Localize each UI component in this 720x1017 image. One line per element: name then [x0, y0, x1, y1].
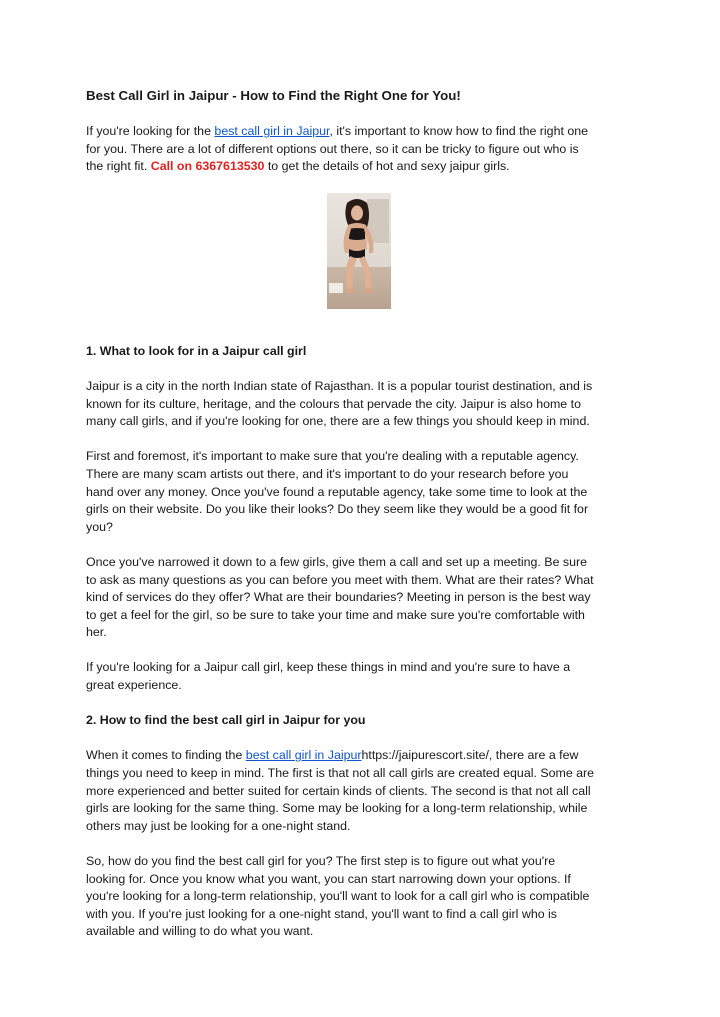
- section2-url-text: https://jaipurescort.site/, there are a few: [361, 748, 579, 763]
- text-line: If you're looking for a Jaipur call girl, keep these things in mind and you're sure to have a: [86, 660, 571, 675]
- intro-text-before: If you're looking for the: [86, 124, 215, 138]
- text-line: available and willing to do what you want.: [86, 924, 314, 939]
- intro-line-3-after: to get the details of hot and sexy jaipur girls.: [264, 159, 510, 174]
- text-line: with you. If you're just looking for a one-night stand, you'll want to find a call girl who is: [86, 906, 558, 921]
- section1-heading: 1. What to look for in a Jaipur call girl: [86, 343, 307, 358]
- text-line: First and foremost, it's important to make sure that you're dealing with a reputable agency.: [86, 449, 579, 464]
- text-line: her.: [86, 625, 107, 640]
- text-line: So, how do you find the best call girl for you? The first step is to figure out what you're: [86, 854, 556, 868]
- call-number: Call on 6367613530: [150, 159, 265, 174]
- text-line: girls are looking for the same thing. Some may be looking for a long-term relationship, while: [86, 801, 588, 816]
- text-line: many call girls, and if you're looking for one, there are a few things you should keep in mind.: [86, 414, 590, 429]
- section1-paragraph-1: [86, 378, 636, 431]
- page-title: Best Call Girl in Jaipur - How to Find the Right One for You!: [86, 88, 461, 103]
- text-line: Once you've narrowed it down to a few girls, give them a call and set up a meeting. Be sure: [86, 554, 588, 569]
- intro-line-3-before: the right fit.: [86, 159, 151, 174]
- text-line: hand over any money. Once you've found a reputable agency, take some time to look at the: [86, 484, 588, 499]
- text-line: Jaipur is a city in the north Indian state of Rajasthan. It is a popular tourist destination, and is: [86, 378, 593, 393]
- text-line: There are many scam artists out there, and it's important to do your research before you: [86, 466, 569, 481]
- text-line: more experienced and better suited for certain kinds of clients. The second is that not all call: [86, 783, 591, 798]
- text-line: others may just be looking for a one-night stand.: [86, 818, 351, 833]
- text-line: known for its culture, heritage, and the colours that pervade the city. Jaipur is also home to: [86, 396, 581, 411]
- text-line: great experience.: [86, 678, 182, 693]
- section2-link[interactable]: best call girl in Jaipur: [245, 748, 362, 763]
- text-line: girls on their website. Do you like their looks? Do they seem like they would be a good fit for: [86, 502, 589, 517]
- intro-paragraph: [86, 123, 636, 176]
- section2-paragraph-2: [86, 853, 636, 941]
- text-line: to ask as many questions as you can before you meet with them. What are their rates? What: [86, 572, 594, 587]
- section2-paragraph-1: [86, 747, 636, 835]
- section1-paragraph-3: [86, 554, 636, 642]
- portrait-photo: [327, 193, 391, 309]
- text-line: looking for. Once you know what you want, you can start narrowing down your options. If: [86, 871, 571, 886]
- text-line: kind of services do they offer? What are their boundaries? Meeting in person is the best way: [86, 590, 591, 605]
- section1-paragraph-4: [86, 659, 636, 694]
- section2-heading: 2. How to find the best call girl in Jaipur for you: [86, 713, 366, 728]
- intro-text-after: , it's important to know how to find the right one: [329, 124, 589, 138]
- text-line: you're looking for a long-term relationship, you'll want to look for a call girl who is compatible: [86, 889, 590, 904]
- intro-link[interactable]: best call girl in Jaipur: [214, 124, 330, 138]
- text-line: you?: [86, 519, 113, 534]
- section2-text-before: When it comes to finding the: [86, 748, 246, 763]
- text-line: things you need to keep in mind. The first is that not all call girls are created equal. Some are: [86, 766, 595, 781]
- section1-paragraph-2: [86, 448, 636, 536]
- intro-line-2: for you. There are a lot of different options out there, so it can be tricky to figure out who is: [86, 141, 579, 156]
- text-line: to get a feel for the girl, so be sure to take your time and make sure you're comfortable with: [86, 607, 585, 622]
